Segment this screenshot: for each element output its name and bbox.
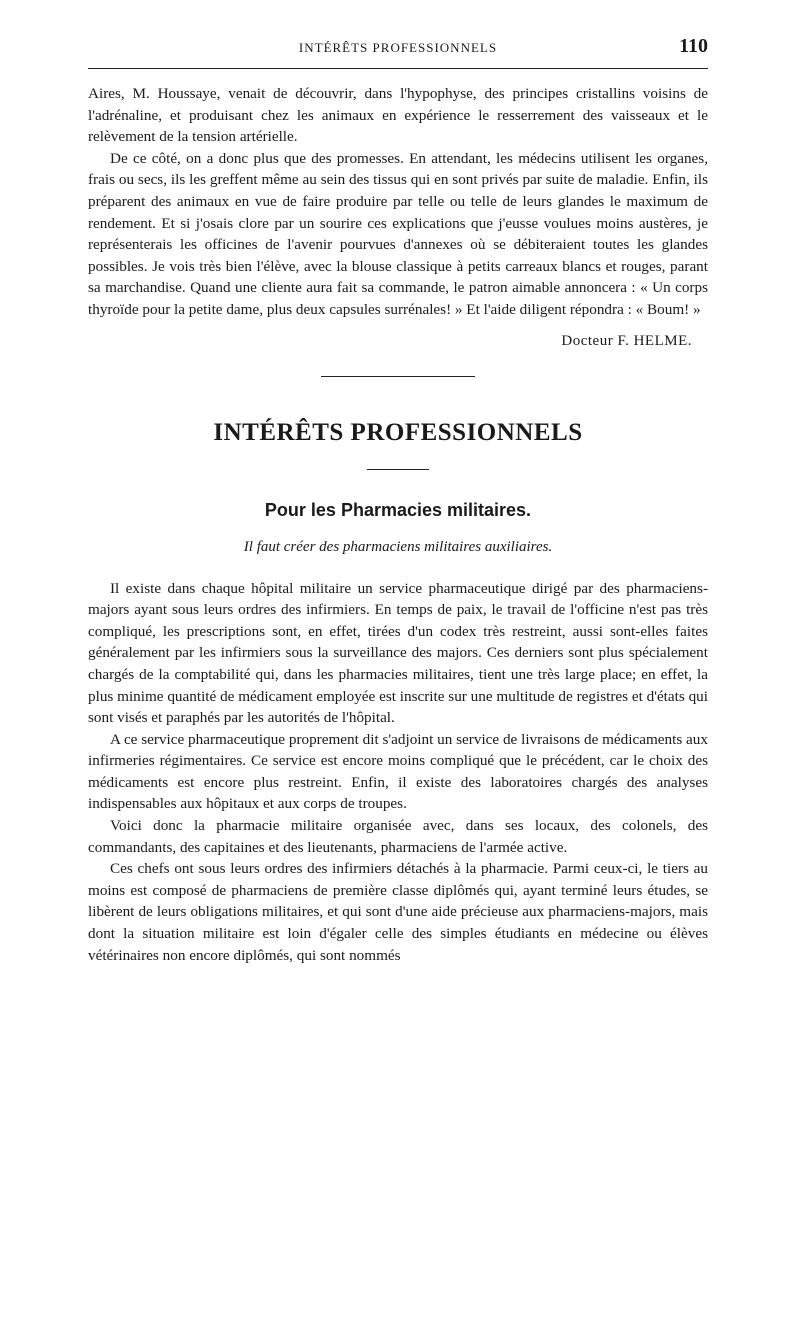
paragraph: Voici donc la pharmacie militaire organisée avec, dans ses locaux, des colonels, des commandants, des capitaines et des lieutenants, pharmaciens de l'armée active. [88,817,708,856]
title-rule [367,469,429,470]
paragraph: A ce service pharmaceutique proprement dit s'adjoint un service de livraisons de médicaments aux infirmeries régimentaires. Ce service est encore moins compliqué que le précédent, car le choix des médicaments est encore plus restreint. Enfin, il existe des laboratoires chargés des analyses indispensables aux hôpitaux et aux corps de troupes. [88,730,708,813]
article-title: Pour les Pharmacies militaires. [264,499,532,520]
author-signature: Docteur F. HELME. [561,332,692,349]
running-title: INTÉRÊTS PROFESSIONNELS [298,40,498,55]
section-separator-rule [321,376,475,377]
paragraph: Aires, M. Houssaye, venait de découvrir, dans l'hypophyse, des principes cristallins voisins de l'adrénaline, et produisant chez les animaux en expérience le resserrement des vaisseaux et le relèvement de la tension artérielle. [88,85,708,146]
book-page [88,28,708,966]
article-subtitle: Il faut créer des pharmaciens militaires auxiliaires. [243,538,553,555]
previous-article-ending [88,83,708,350]
page-number: 110 [679,35,708,57]
article-body [88,578,708,967]
paragraph: Ces chefs ont sous leurs ordres des infirmiers détachés à la pharmacie. Parmi ceux-ci, le tiers au moins est composé de pharmaciens de première classe diplômés qui, ayant terminé leurs études, se libèrent de leurs obligations militaires, et qui sont d'une aide précieuse aux pharmaciens-majors, mais dont la situation militaire est loin d'égaler celle des simples étudiants en médecine ou élèves vétérinaires non encore diplômés, qui sont nommés [88,860,708,964]
paragraph: Il existe dans chaque hôpital militaire un service pharmaceutique dirigé par des pharmaciens-majors ayant sous leurs ordres des infirmiers. En temps de paix, le travail de l'officine n'est pas très compliqué, les prescriptions sont, en effet, tirées d'un codex très restreint, aussi sont-elles faites généralement par les infirmiers sous la surveillance des majors. Ces derniers sont plus spécialement chargés de la comptabilité qui, dans les pharmacies militaires, tient une très large place; en effet, la plus minime quantité de médicament employée est inscrite sur une multitude de registres et d'états qui sont visés et paraphés par les autorités de l'hôpital. [88,579,708,727]
section-title: INTÉRÊTS PROFESSIONNELS [213,418,583,446]
paragraph: De ce côté, on a donc plus que des promesses. En attendant, les médecins utilisent les organes, frais ou secs, ils les greffent même au sein des tissus qui en sont privés par suite de maladie. Enfin, ils préparent des animaux en vue de faire produire par telle ou telle de leurs glandes le maximum de rendement. Et si j'osais clore par un sourire ces explications que j'eusse voulues moins austères, je représenterais les officines de l'avenir pourvues d'annexes où se débiteraient toutes les glandes possibles. Je vois très bien l'élève, avec la blouse classique à petits carreaux blancs et rouges, parant sa marchandise. Quand une cliente aura fait sa commande, le patron aimable annoncera : « Un corps thyroïde pour la petite dame, plus deux capsules surrénales! » Et l'aide diligent répondra : « Boum! » [88,149,708,318]
header-rule [88,68,708,69]
running-head [88,28,708,64]
